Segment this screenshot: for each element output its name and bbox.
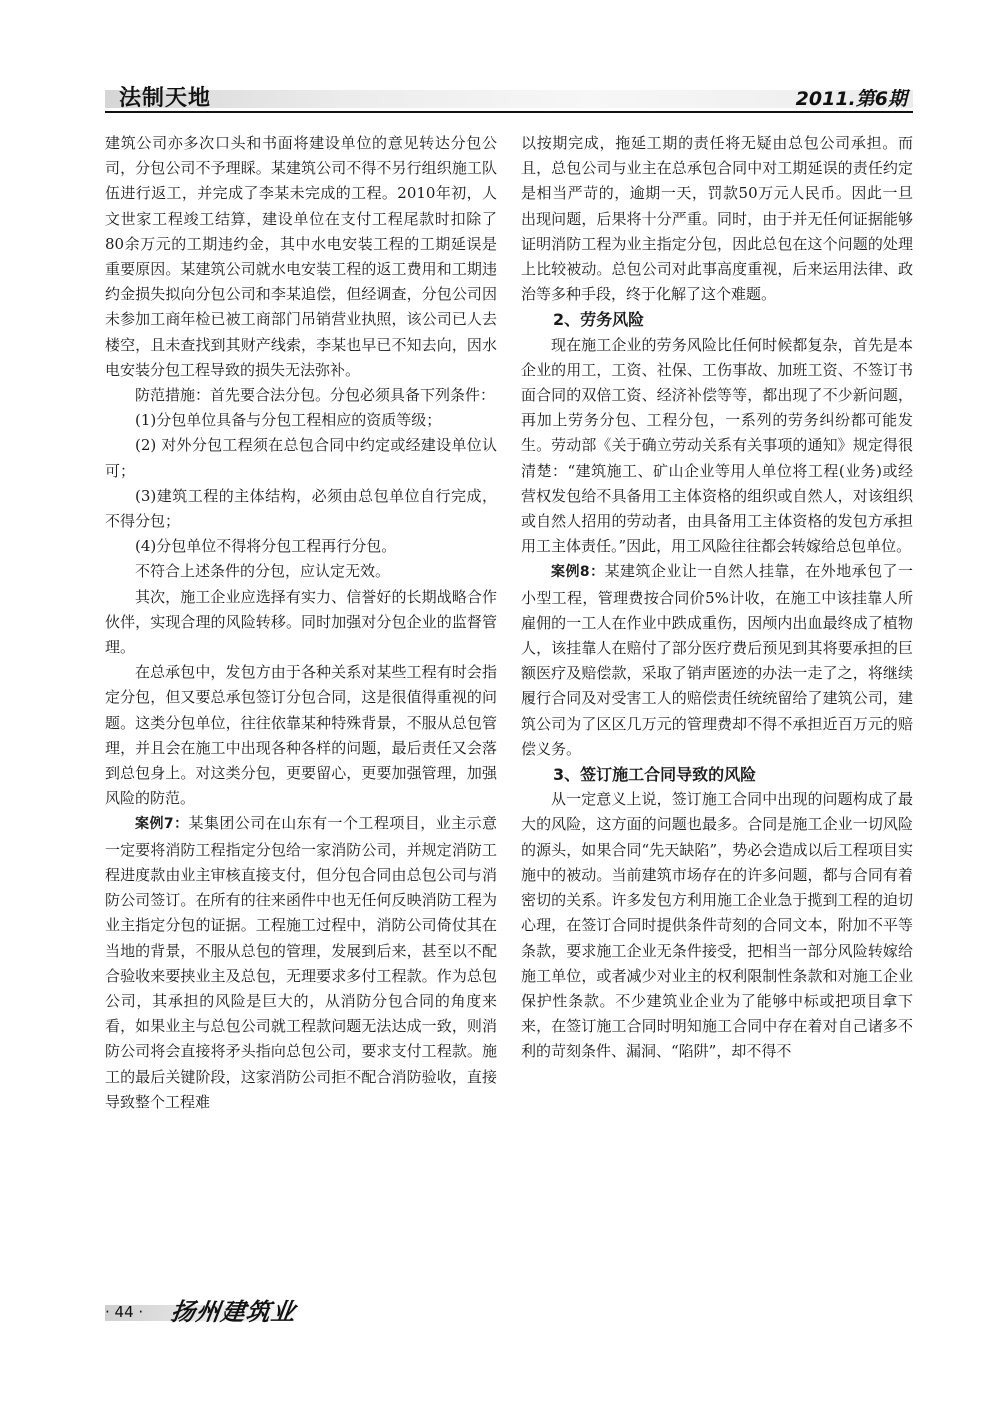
paragraph: (4)分包单位不得将分包工程再行分包。 — [135, 537, 397, 556]
paragraph: 建筑公司亦多次口头和书面将建设单位的意见转达分包公司，分包公司不予理睬。某建筑公司不得不另行组织施工队伍进行返工，并完成了李某未完成的工程。2010年初，人文世家工程竣工结算，建设单位在支付工程尾款时扣除了80余万元的工期违约金，其中水电安装工程的工期延误是重要原因。某建筑公司就水电安装工程的返工费用和工期违约金损失拟向分包公司和李某追偿，但经调查，分包公司因未参加工商年检已被工商部门吊销营业执照，该公司已人去楼空，且未查找到其财产线索，李某也早已不知去向，因水电安装分包工程导致的损失无法弥补。 — [105, 134, 497, 379]
header-rule — [105, 111, 913, 113]
page-header — [105, 84, 913, 118]
paragraph: 防范措施：首先要合法分包。分包必须具备下列条件： — [135, 386, 496, 405]
page-number: · 44 · — [105, 1303, 144, 1321]
case-label: 案例8： — [551, 564, 605, 581]
paragraph: 现在施工企业的劳务风险比任何时候都复杂，首先是本企业的用工，工资、社保、工伤事故、加班工资、不签订书面合同的双倍工资、经济补偿等等，都出现了不少新问题，再加上劳务分包、工程分包，一系列的劳务纠纷都可能发生。劳动部《关于确立劳动关系有关事项的通知》规定得很清楚：“建筑施工、矿山企业等用人单位将工程(业务)或经营权发包给不具备用工主体资格的组织或自然人，对该组织或自然人招用的劳动者，由具备用工主体资格的发包方承担用工主体责任。”因此，用工风险往往都会转嫁给总包单位。 — [521, 335, 913, 556]
case-text: 某建筑企业让一自然人挂靠，在外地承包了一小型工程，管理费按合同价5%计收，在施工中该挂靠人所雇佣的一工人在作业中跌成重伤，因颅内出血最终成了植物人，该挂靠人在赔付了部分医疗费后预见到其将要承担的巨额医疗及赔偿款，采取了销声匿迹的办法一走了之，将继续履行合同及对受害工人的赔偿责任统统留给了建筑公司，建筑公司为了区区几万元的管理费却不得不承担近百万元的赔偿义务。 — [521, 562, 913, 758]
right-column — [521, 131, 913, 1065]
case-text: 某集团公司在山东有一个工程项目，业主示意一定要将消防工程指定分包给一家消防公司，并规定消防工程进度款由业主审核直接支付，但分包合同由总包公司与消防公司签订。在所有的往来函件中也无任何反映消防工程为业主指定分包的证据。工程施工过程中，消防公司倚仗其在当地的背景，不服从总包的管理，发展到后来，甚至以不配合验收来要挟业主及总包，无理要求多付工程款。作为总包公司，其承担的风险是巨大的，从消防分包合同的角度来看，如果业主与总包公司就工程款问题无法达成一致，则消防公司将会直接将矛头指向总包公司，要求支付工程款。施工的最后关键阶段，这家消防公司拒不配合消防验收，直接导致整个工程难 — [105, 814, 497, 1111]
paragraph: (2) 对外分包工程须在总包合同中约定或经建设单位认可； — [105, 436, 497, 480]
case-paragraph — [521, 559, 913, 762]
journal-logo: 扬州建筑业 — [169, 1297, 299, 1326]
paragraph: 以按期完成，拖延工期的责任将无疑由总包公司承担。而且，总包公司与业主在总承包合同中对工期延误的责任约定是相当严苛的，逾期一天，罚款50万元人民币。因此一旦出现问题，后果将十分严重。同时，由于并无任何证据能够证明消防工程为业主指定分包，因此总包在这个问题的处理上比较被动。总包公司对此事高度重视，后来运用法律、政治等多种手段，终于化解了这个难题。 — [521, 134, 913, 304]
issue-number: 2011.第6期 — [795, 88, 907, 110]
section-heading: 2、劳务风险 — [553, 310, 645, 330]
case-paragraph — [105, 811, 497, 1114]
paragraph: (3)建筑工程的主体结构，必须由总包单位自行完成，不得分包； — [105, 486, 497, 531]
left-column — [105, 131, 497, 1115]
page-footer — [105, 1296, 305, 1330]
case-label: 案例7： — [135, 816, 189, 833]
paragraph: (1)分包单位具备与分包工程相应的资质等级； — [135, 411, 442, 430]
section-heading: 3、签订施工合同导致的风险 — [553, 765, 757, 785]
paragraph: 在总承包中，发包方由于各种关系对某些工程有时会指定分包，但又要总承包签订分包合同，这是很值得重视的问题。这类分包单位，往往依靠某种特殊背景，不服从总包管理，并且会在施工中出现各种各样的问题，最后责任又会落到总包身上。对这类分包，更要留心，更要加强管理，加强风险的防范。 — [105, 663, 497, 808]
paragraph: 其次，施工企业应选择有实力、信誉好的长期战略合作伙伴，实现合理的风险转移。同时加强对分包企业的监督管理。 — [105, 587, 497, 657]
paragraph: 从一定意义上说，签订施工合同中出现的问题构成了最大的风险，这方面的问题也最多。合同是施工企业一切风险的源头，如果合同“先天缺陷”，势必会造成以后工程项目实施中的被动。当前建筑市场存在的许多问题，都与合同有着密切的关系。许多发包方利用施工企业急于揽到工程的迫切心理，在签订合同时提供条件苛刻的合同文本，附加不平等条款，要求施工企业无条件接受，把相当一部分风险转嫁给施工单位，或者减少对业主的权利限制性条款和对施工企业保护性条款。不少建筑业企业为了能够中标或把项目拿下来，在签订施工合同时明知施工合同中存在着对自己诸多不利的苛刻条件、漏洞、“陷阱”，却不得不 — [521, 790, 913, 1061]
paragraph: 不符合上述条件的分包，应认定无效。 — [135, 562, 391, 581]
header-band — [105, 90, 913, 108]
section-title: 法制天地 — [119, 86, 212, 111]
